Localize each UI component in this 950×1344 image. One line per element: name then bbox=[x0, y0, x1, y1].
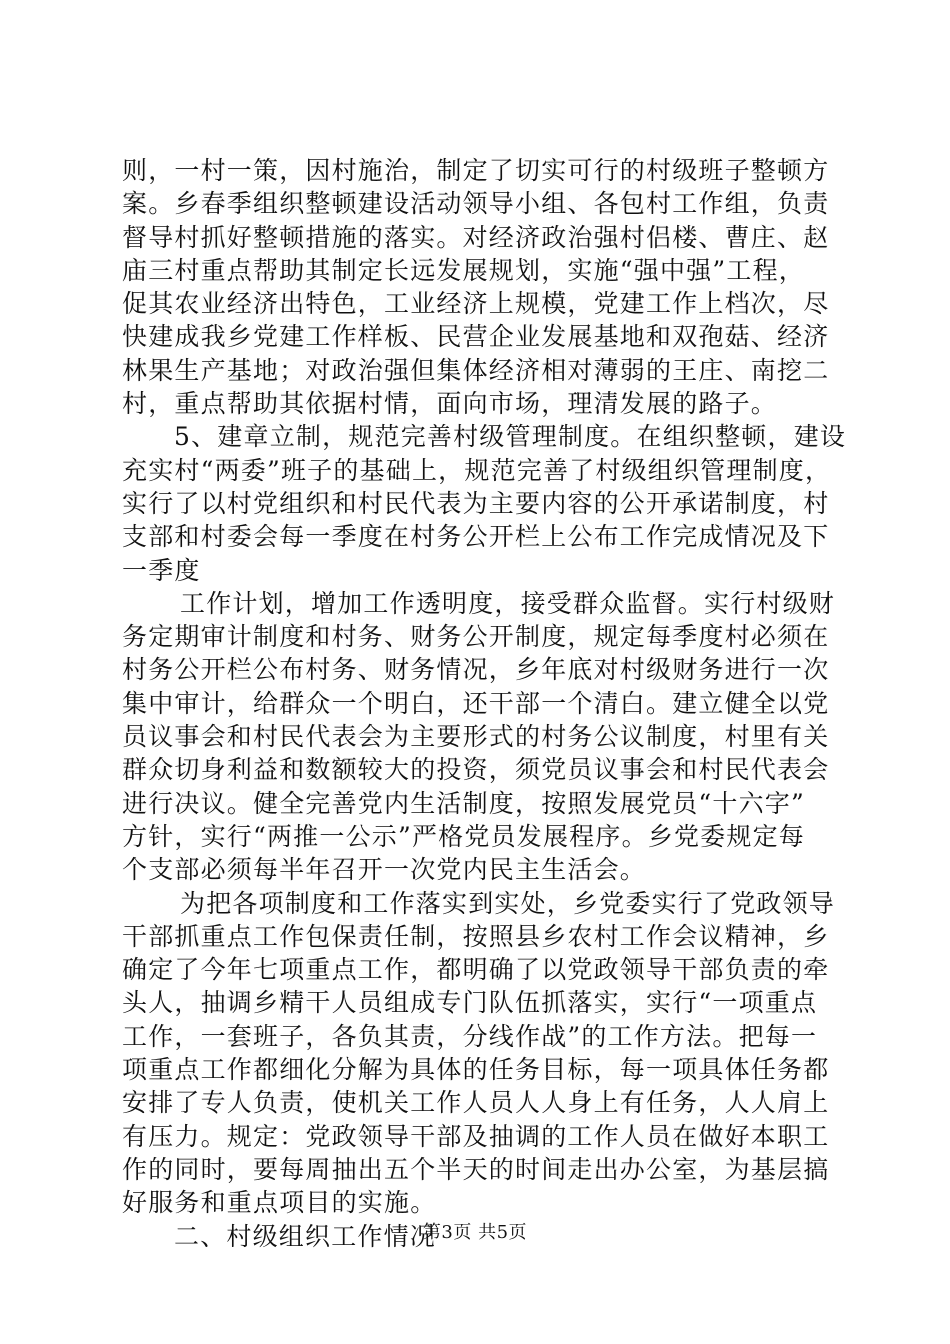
text-line: 项重点工作都细化分解为具体的任务目标，每一项具体任务都 bbox=[122, 1055, 830, 1085]
text-line: 作的同时，要每周抽出五个半天的时间走出办公室，为基层搞 bbox=[122, 1154, 830, 1184]
text-line: 确定了今年七项重点工作，都明确了以党政领导干部负责的牵 bbox=[122, 955, 830, 985]
text-line: 充实村“两委”班子的基础上，规范完善了村级组织管理制度， bbox=[122, 455, 832, 485]
text-line: 一季度 bbox=[122, 555, 201, 585]
text-line: 案。乡春季组织整顿建设活动领导小组、各包村工作组，负责 bbox=[122, 189, 830, 219]
text-line: 则，一村一策，因村施治，制定了切实可行的村级班子整顿方 bbox=[122, 156, 830, 185]
text-line: 头人，抽调乡精干人员组成专门队伍抓落实，实行“一项重点 bbox=[122, 988, 818, 1018]
text-line: 集中审计，给群众一个明白，还干部一个清白。建立健全以党 bbox=[122, 688, 830, 718]
section-heading: 二、村级组织工作情况 bbox=[174, 1221, 437, 1251]
text-line: 安排了专人负责，使机关工作人员人人身上有任务，人人肩上 bbox=[122, 1088, 830, 1118]
page-number: 第3页 共5页 bbox=[422, 1222, 528, 1243]
text-line: 促其农业经济出特色，工业经济上规模，党建工作上档次，尽 bbox=[122, 289, 830, 319]
text-line: 庙三村重点帮助其制定长远发展规划，实施“强中强”工程， bbox=[122, 255, 805, 285]
text-line: 好服务和重点项目的实施。 bbox=[122, 1188, 437, 1218]
text-line: 实行了以村党组织和村民代表为主要内容的公开承诺制度，村 bbox=[122, 488, 830, 518]
document-body bbox=[122, 154, 847, 1253]
text-line: 村，重点帮助其依据村情，面向市场，理清发展的路子。 bbox=[122, 389, 778, 419]
text-line: 支部和村委会每一季度在村务公开栏上公布工作完成情况及下 bbox=[122, 522, 830, 552]
text-line: 工作，一套班子，各负其责，分线作战”的工作方法。把每一 bbox=[122, 1021, 818, 1051]
paragraph-start-line: 工作计划，增加工作透明度，接受群众监督。实行村级财 bbox=[180, 588, 836, 618]
text-line: 有压力。规定：党政领导干部及抽调的工作人员在做好本职工 bbox=[122, 1121, 830, 1151]
text-line: 员议事会和村民代表会为主要形式的村务公议制度，村里有关 bbox=[122, 722, 830, 752]
text-line: 方针，实行“两推一公示”严格党员发展程序。乡党委规定每 bbox=[122, 821, 805, 851]
text-line: 进行决议。健全完善党内生活制度，按照发展党员“十六字” bbox=[122, 788, 805, 818]
text-line: 个支部必须每半年召开一次党内民主生活会。 bbox=[122, 855, 647, 885]
text-line: 务定期审计制度和村务、财务公开制度，规定每季度村必须在 bbox=[122, 622, 830, 652]
text-line: 干部抓重点工作包保责任制，按照县乡农村工作会议精神，乡 bbox=[122, 921, 830, 951]
text-line: 督导村抓好整顿措施的落实。对经济政治强村侣楼、曹庄、赵 bbox=[122, 222, 830, 252]
text-line: 村务公开栏公布村务、财务情况，乡年底对村级财务进行一次 bbox=[122, 655, 830, 685]
paragraph-start-line: 5、建章立制，规范完善村级管理制度。在组织整顿，建设 bbox=[174, 422, 847, 452]
text-line: 快建成我乡党建工作样板、民营企业发展基地和双孢菇、经济 bbox=[122, 322, 830, 352]
paragraph-start-line: 为把各项制度和工作落实到实处，乡党委实行了党政领导 bbox=[180, 888, 836, 918]
text-line: 群众切身利益和数额较大的投资，须党员议事会和村民代表会 bbox=[122, 755, 830, 785]
text-line: 林果生产基地；对政治强但集体经济相对薄弱的王庄、南挖二 bbox=[122, 355, 830, 385]
